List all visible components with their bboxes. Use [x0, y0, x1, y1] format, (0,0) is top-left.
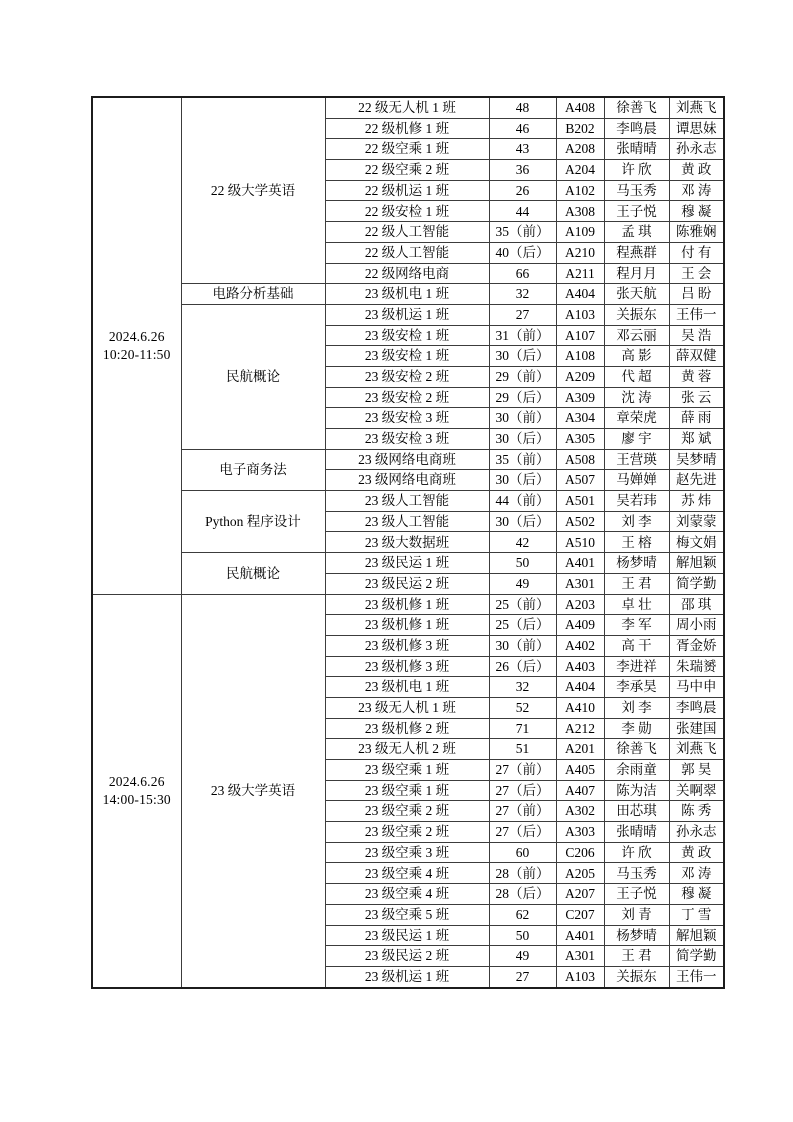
- cell-student-count: 71: [489, 718, 556, 739]
- cell-teacher-1: 廖 宇: [604, 429, 669, 450]
- cell-teacher-1: 徐善飞: [604, 97, 669, 118]
- cell-room-number: B202: [556, 118, 604, 139]
- cell-student-count: 25（前）: [489, 594, 556, 615]
- table-row: [92, 594, 724, 615]
- exam-schedule-table-wrap: [91, 96, 725, 989]
- cell-student-count: 43: [489, 139, 556, 160]
- cell-room-number: A404: [556, 284, 604, 305]
- cell-student-count: 32: [489, 284, 556, 305]
- cell-teacher-1: 吴若玮: [604, 491, 669, 512]
- cell-teacher-1: 杨梦晴: [604, 925, 669, 946]
- cell-room-number: A109: [556, 222, 604, 243]
- cell-course-name: 民航概论: [181, 304, 325, 449]
- cell-date-time: [92, 97, 181, 594]
- cell-teacher-2: 王伟一: [669, 966, 724, 987]
- cell-class-name: 22 级人工智能: [325, 242, 489, 263]
- table-row: [92, 304, 724, 325]
- cell-teacher-2: 黄 政: [669, 160, 724, 181]
- cell-class-name: 23 级安检 2 班: [325, 366, 489, 387]
- cell-student-count: 49: [489, 573, 556, 594]
- cell-class-name: 22 级网络电商: [325, 263, 489, 284]
- cell-teacher-1: 王子悦: [604, 884, 669, 905]
- cell-teacher-2: 王伟一: [669, 304, 724, 325]
- cell-room-number: A401: [556, 925, 604, 946]
- cell-room-number: C206: [556, 842, 604, 863]
- cell-teacher-2: 邵 琪: [669, 594, 724, 615]
- cell-student-count: 30（前）: [489, 635, 556, 656]
- cell-teacher-1: 刘 青: [604, 904, 669, 925]
- cell-teacher-2: 孙永志: [669, 139, 724, 160]
- cell-student-count: 62: [489, 904, 556, 925]
- cell-class-name: 23 级民运 1 班: [325, 925, 489, 946]
- cell-teacher-2: 薛双健: [669, 346, 724, 367]
- cell-teacher-2: 张 云: [669, 387, 724, 408]
- cell-student-count: 27（后）: [489, 780, 556, 801]
- cell-class-name: 23 级机运 1 班: [325, 966, 489, 987]
- cell-student-count: 50: [489, 925, 556, 946]
- cell-teacher-2: 周小雨: [669, 615, 724, 636]
- cell-teacher-2: 丁 雪: [669, 904, 724, 925]
- cell-teacher-1: 马玉秀: [604, 863, 669, 884]
- cell-class-name: 23 级机修 1 班: [325, 615, 489, 636]
- cell-teacher-1: 杨梦晴: [604, 553, 669, 574]
- cell-teacher-2: 邓 涛: [669, 180, 724, 201]
- cell-room-number: A309: [556, 387, 604, 408]
- cell-teacher-2: 吴 浩: [669, 325, 724, 346]
- cell-teacher-2: 穆 凝: [669, 201, 724, 222]
- cell-date-time: [92, 594, 181, 988]
- cell-class-name: 22 级机修 1 班: [325, 118, 489, 139]
- cell-class-name: 23 级人工智能: [325, 511, 489, 532]
- cell-teacher-1: 邓云丽: [604, 325, 669, 346]
- table-row: [92, 449, 724, 470]
- cell-class-name: 23 级空乘 4 班: [325, 863, 489, 884]
- cell-class-name: 22 级机运 1 班: [325, 180, 489, 201]
- cell-room-number: A201: [556, 739, 604, 760]
- cell-class-name: 23 级空乘 3 班: [325, 842, 489, 863]
- cell-teacher-1: 张天航: [604, 284, 669, 305]
- cell-teacher-2: 胥金娇: [669, 635, 724, 656]
- table-row: [92, 284, 724, 305]
- cell-course-name: 22 级大学英语: [181, 97, 325, 284]
- cell-class-name: 22 级空乘 2 班: [325, 160, 489, 181]
- cell-room-number: A408: [556, 97, 604, 118]
- cell-teacher-1: 刘 李: [604, 697, 669, 718]
- cell-teacher-2: 刘蒙蒙: [669, 511, 724, 532]
- cell-student-count: 52: [489, 697, 556, 718]
- cell-teacher-1: 王 君: [604, 573, 669, 594]
- cell-course-name: 电路分析基础: [181, 284, 325, 305]
- cell-teacher-1: 李 军: [604, 615, 669, 636]
- cell-student-count: 30（后）: [489, 511, 556, 532]
- cell-teacher-2: 简学勤: [669, 573, 724, 594]
- cell-class-name: 23 级安检 3 班: [325, 408, 489, 429]
- cell-student-count: 27: [489, 304, 556, 325]
- cell-class-name: 23 级网络电商班: [325, 449, 489, 470]
- cell-student-count: 40（后）: [489, 242, 556, 263]
- cell-student-count: 30（后）: [489, 470, 556, 491]
- cell-student-count: 25（后）: [489, 615, 556, 636]
- cell-teacher-2: 陈 秀: [669, 801, 724, 822]
- cell-class-name: 23 级机修 3 班: [325, 635, 489, 656]
- cell-room-number: A304: [556, 408, 604, 429]
- cell-student-count: 30（后）: [489, 346, 556, 367]
- cell-student-count: 30（后）: [489, 429, 556, 450]
- cell-teacher-2: 刘燕飞: [669, 97, 724, 118]
- cell-teacher-1: 张晴晴: [604, 139, 669, 160]
- exam-time: 14:00-15:30: [102, 792, 171, 808]
- cell-teacher-1: 李鸣晨: [604, 118, 669, 139]
- cell-teacher-1: 陈为洁: [604, 780, 669, 801]
- cell-teacher-2: 解旭颖: [669, 925, 724, 946]
- cell-student-count: 42: [489, 532, 556, 553]
- cell-student-count: 26（后）: [489, 656, 556, 677]
- cell-class-name: 23 级机电 1 班: [325, 677, 489, 698]
- cell-class-name: 23 级机电 1 班: [325, 284, 489, 305]
- cell-teacher-1: 王营瑛: [604, 449, 669, 470]
- cell-room-number: A501: [556, 491, 604, 512]
- cell-teacher-2: 黄 政: [669, 842, 724, 863]
- cell-student-count: 50: [489, 553, 556, 574]
- cell-room-number: A103: [556, 304, 604, 325]
- cell-room-number: A405: [556, 760, 604, 781]
- cell-room-number: A302: [556, 801, 604, 822]
- cell-teacher-2: 吕 盼: [669, 284, 724, 305]
- cell-class-name: 23 级机修 3 班: [325, 656, 489, 677]
- cell-class-name: 23 级安检 1 班: [325, 325, 489, 346]
- exam-schedule-table: [91, 96, 725, 989]
- cell-student-count: 31（前）: [489, 325, 556, 346]
- cell-room-number: A402: [556, 635, 604, 656]
- cell-class-name: 23 级网络电商班: [325, 470, 489, 491]
- cell-room-number: A301: [556, 946, 604, 967]
- cell-room-number: A502: [556, 511, 604, 532]
- cell-class-name: 23 级人工智能: [325, 491, 489, 512]
- cell-teacher-2: 黄 蓉: [669, 366, 724, 387]
- cell-class-name: 23 级空乘 2 班: [325, 822, 489, 843]
- cell-class-name: 22 级无人机 1 班: [325, 97, 489, 118]
- cell-student-count: 36: [489, 160, 556, 181]
- cell-student-count: 66: [489, 263, 556, 284]
- cell-teacher-1: 徐善飞: [604, 739, 669, 760]
- cell-teacher-2: 李鸣晨: [669, 697, 724, 718]
- cell-room-number: A212: [556, 718, 604, 739]
- table-row: [92, 97, 724, 118]
- cell-room-number: A205: [556, 863, 604, 884]
- cell-room-number: A305: [556, 429, 604, 450]
- table-body: [92, 97, 724, 988]
- cell-room-number: A209: [556, 366, 604, 387]
- cell-student-count: 46: [489, 118, 556, 139]
- cell-teacher-2: 付 有: [669, 242, 724, 263]
- cell-teacher-1: 关振东: [604, 966, 669, 987]
- cell-class-name: 23 级空乘 1 班: [325, 780, 489, 801]
- cell-room-number: A108: [556, 346, 604, 367]
- cell-teacher-2: 郑 斌: [669, 429, 724, 450]
- cell-room-number: A203: [556, 594, 604, 615]
- cell-class-name: 23 级大数据班: [325, 532, 489, 553]
- cell-student-count: 48: [489, 97, 556, 118]
- cell-class-name: 22 级安检 1 班: [325, 201, 489, 222]
- cell-student-count: 35（前）: [489, 222, 556, 243]
- cell-teacher-2: 谭思妹: [669, 118, 724, 139]
- cell-student-count: 27（前）: [489, 760, 556, 781]
- cell-class-name: 23 级机修 2 班: [325, 718, 489, 739]
- cell-teacher-1: 章荣虎: [604, 408, 669, 429]
- cell-student-count: 28（后）: [489, 884, 556, 905]
- cell-class-name: 23 级无人机 2 班: [325, 739, 489, 760]
- cell-teacher-1: 余雨童: [604, 760, 669, 781]
- cell-teacher-2: 郭 昊: [669, 760, 724, 781]
- cell-teacher-2: 张建国: [669, 718, 724, 739]
- cell-room-number: A208: [556, 139, 604, 160]
- cell-teacher-1: 沈 涛: [604, 387, 669, 408]
- cell-room-number: A507: [556, 470, 604, 491]
- cell-course-name: 民航概论: [181, 553, 325, 594]
- cell-teacher-1: 李承昊: [604, 677, 669, 698]
- cell-class-name: 23 级空乘 5 班: [325, 904, 489, 925]
- cell-teacher-1: 田芯琪: [604, 801, 669, 822]
- cell-room-number: A404: [556, 677, 604, 698]
- cell-teacher-1: 卓 壮: [604, 594, 669, 615]
- cell-class-name: 23 级机修 1 班: [325, 594, 489, 615]
- cell-teacher-1: 刘 李: [604, 511, 669, 532]
- cell-class-name: 23 级民运 1 班: [325, 553, 489, 574]
- cell-teacher-1: 王 榕: [604, 532, 669, 553]
- exam-time: 10:20-11:50: [102, 347, 171, 363]
- cell-class-name: 23 级空乘 4 班: [325, 884, 489, 905]
- cell-teacher-1: 关振东: [604, 304, 669, 325]
- cell-room-number: A207: [556, 884, 604, 905]
- cell-teacher-1: 许 欣: [604, 842, 669, 863]
- cell-teacher-1: 许 欣: [604, 160, 669, 181]
- exam-date: 2024.6.26: [108, 328, 165, 344]
- cell-room-number: A510: [556, 532, 604, 553]
- cell-student-count: 51: [489, 739, 556, 760]
- cell-class-name: 23 级安检 1 班: [325, 346, 489, 367]
- cell-teacher-1: 马婵婵: [604, 470, 669, 491]
- cell-student-count: 27: [489, 966, 556, 987]
- cell-room-number: A308: [556, 201, 604, 222]
- cell-teacher-1: 高 影: [604, 346, 669, 367]
- cell-teacher-1: 程月月: [604, 263, 669, 284]
- cell-class-name: 22 级空乘 1 班: [325, 139, 489, 160]
- cell-teacher-2: 马中申: [669, 677, 724, 698]
- cell-teacher-1: 张晴晴: [604, 822, 669, 843]
- cell-course-name: 电子商务法: [181, 449, 325, 490]
- cell-student-count: 49: [489, 946, 556, 967]
- cell-teacher-2: 陈雅娴: [669, 222, 724, 243]
- cell-teacher-1: 李 勋: [604, 718, 669, 739]
- cell-room-number: A508: [556, 449, 604, 470]
- cell-room-number: A409: [556, 615, 604, 636]
- cell-student-count: 35（前）: [489, 449, 556, 470]
- cell-class-name: 23 级空乘 1 班: [325, 760, 489, 781]
- cell-student-count: 28（前）: [489, 863, 556, 884]
- cell-student-count: 32: [489, 677, 556, 698]
- cell-teacher-2: 邓 涛: [669, 863, 724, 884]
- table-row: [92, 491, 724, 512]
- cell-room-number: A401: [556, 553, 604, 574]
- cell-teacher-2: 苏 炜: [669, 491, 724, 512]
- cell-room-number: A403: [556, 656, 604, 677]
- cell-teacher-1: 王 君: [604, 946, 669, 967]
- cell-student-count: 44（前）: [489, 491, 556, 512]
- exam-date: 2024.6.26: [108, 773, 165, 789]
- cell-room-number: A301: [556, 573, 604, 594]
- cell-student-count: 29（前）: [489, 366, 556, 387]
- cell-teacher-1: 李进祥: [604, 656, 669, 677]
- cell-class-name: 23 级机运 1 班: [325, 304, 489, 325]
- cell-teacher-1: 王子悦: [604, 201, 669, 222]
- cell-teacher-2: 穆 凝: [669, 884, 724, 905]
- cell-teacher-2: 梅文娟: [669, 532, 724, 553]
- cell-course-name: 23 级大学英语: [181, 594, 325, 988]
- cell-student-count: 30（前）: [489, 408, 556, 429]
- cell-room-number: A107: [556, 325, 604, 346]
- cell-room-number: A103: [556, 966, 604, 987]
- cell-class-name: 23 级安检 2 班: [325, 387, 489, 408]
- cell-teacher-2: 解旭颖: [669, 553, 724, 574]
- table-row: [92, 553, 724, 574]
- cell-student-count: 27（后）: [489, 822, 556, 843]
- cell-class-name: 23 级空乘 2 班: [325, 801, 489, 822]
- cell-room-number: A204: [556, 160, 604, 181]
- cell-class-name: 23 级无人机 1 班: [325, 697, 489, 718]
- cell-room-number: C207: [556, 904, 604, 925]
- cell-student-count: 29（后）: [489, 387, 556, 408]
- cell-teacher-2: 吴梦晴: [669, 449, 724, 470]
- cell-teacher-2: 简学勤: [669, 946, 724, 967]
- cell-class-name: 23 级安检 3 班: [325, 429, 489, 450]
- cell-room-number: A303: [556, 822, 604, 843]
- cell-teacher-2: 王 会: [669, 263, 724, 284]
- cell-teacher-1: 孟 琪: [604, 222, 669, 243]
- cell-teacher-1: 代 超: [604, 366, 669, 387]
- cell-teacher-1: 马玉秀: [604, 180, 669, 201]
- cell-room-number: A102: [556, 180, 604, 201]
- cell-teacher-2: 刘燕飞: [669, 739, 724, 760]
- cell-room-number: A407: [556, 780, 604, 801]
- cell-student-count: 27（前）: [489, 801, 556, 822]
- cell-teacher-1: 程燕群: [604, 242, 669, 263]
- cell-student-count: 44: [489, 201, 556, 222]
- cell-room-number: A211: [556, 263, 604, 284]
- cell-course-name: Python 程序设计: [181, 491, 325, 553]
- cell-room-number: A210: [556, 242, 604, 263]
- cell-teacher-2: 朱瑞赟: [669, 656, 724, 677]
- cell-teacher-2: 关啊翠: [669, 780, 724, 801]
- cell-class-name: 23 级民运 2 班: [325, 573, 489, 594]
- cell-teacher-1: 高 干: [604, 635, 669, 656]
- cell-teacher-2: 薛 雨: [669, 408, 724, 429]
- cell-student-count: 26: [489, 180, 556, 201]
- cell-teacher-2: 赵先进: [669, 470, 724, 491]
- cell-student-count: 60: [489, 842, 556, 863]
- cell-room-number: A410: [556, 697, 604, 718]
- cell-class-name: 23 级民运 2 班: [325, 946, 489, 967]
- cell-class-name: 22 级人工智能: [325, 222, 489, 243]
- cell-teacher-2: 孙永志: [669, 822, 724, 843]
